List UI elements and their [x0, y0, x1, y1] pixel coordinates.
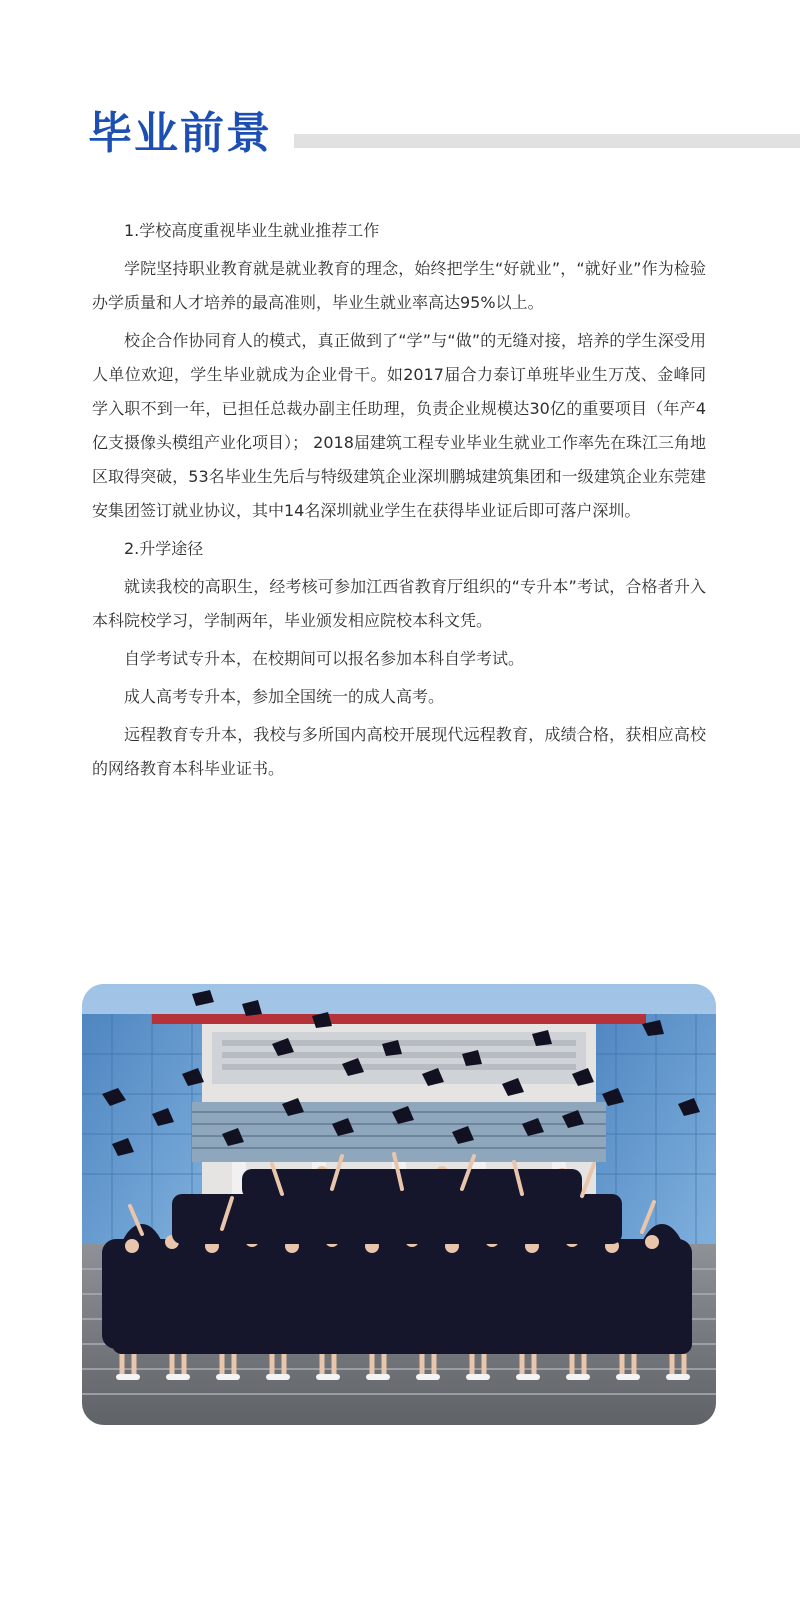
- employment-paragraph-1: 学院坚持职业教育就是就业教育的理念，始终把学生“好就业”，“就好业”作为检验办学质量和人才培养的最高准则，毕业生就业率高达95%以上。: [92, 259, 706, 312]
- further-study-heading: 2.升学途径: [124, 539, 204, 558]
- section-title: 毕业前景: [88, 108, 272, 159]
- graduation-photo: [82, 984, 716, 1425]
- graduation-photo-illustration: [82, 984, 716, 1425]
- further-study-paragraph-4: 远程教育专升本，我校与多所国内高校开展现代远程教育，成绩合格，获相应高校的网络教育本科毕业证书。: [92, 725, 706, 778]
- article-body: [92, 214, 706, 790]
- title-divider-bar: [294, 134, 800, 148]
- employment-heading: 1.学校高度重视毕业生就业推荐工作: [124, 221, 380, 240]
- employment-paragraph-2: 校企合作协同育人的模式，真正做到了“学”与“做”的无缝对接，培养的学生深受用人单位欢迎，学生毕业就成为企业骨干。如2017届合力泰订单班毕业生万茂、金峰同学入职不到一年，已担任总裁办副主任助理，负责企业规模达30亿的重要项目（年产4亿支摄像头模组产业化项目）； 2018届建筑工程专业毕业生就业工作率先在珠江三角地区取得突破，53名毕业生先后与特级建筑企业深圳鹏城建筑集团和一级建筑企业东莞建安集团签订就业协议，其中14名深圳就业学生在获得毕业证后即可落户深圳。: [92, 331, 706, 520]
- further-study-paragraph-2: 自学考试专升本，在校期间可以报名参加本科自学考试。: [124, 649, 525, 668]
- further-study-paragraph-3: 成人高考专升本，参加全国统一的成人高考。: [124, 687, 445, 706]
- further-study-paragraph-1: 就读我校的高职生，经考核可参加江西省教育厅组织的“专升本”考试，合格者升入本科院校学习，学制两年，毕业颁发相应院校本科文凭。: [92, 577, 706, 630]
- section-header: [88, 108, 800, 160]
